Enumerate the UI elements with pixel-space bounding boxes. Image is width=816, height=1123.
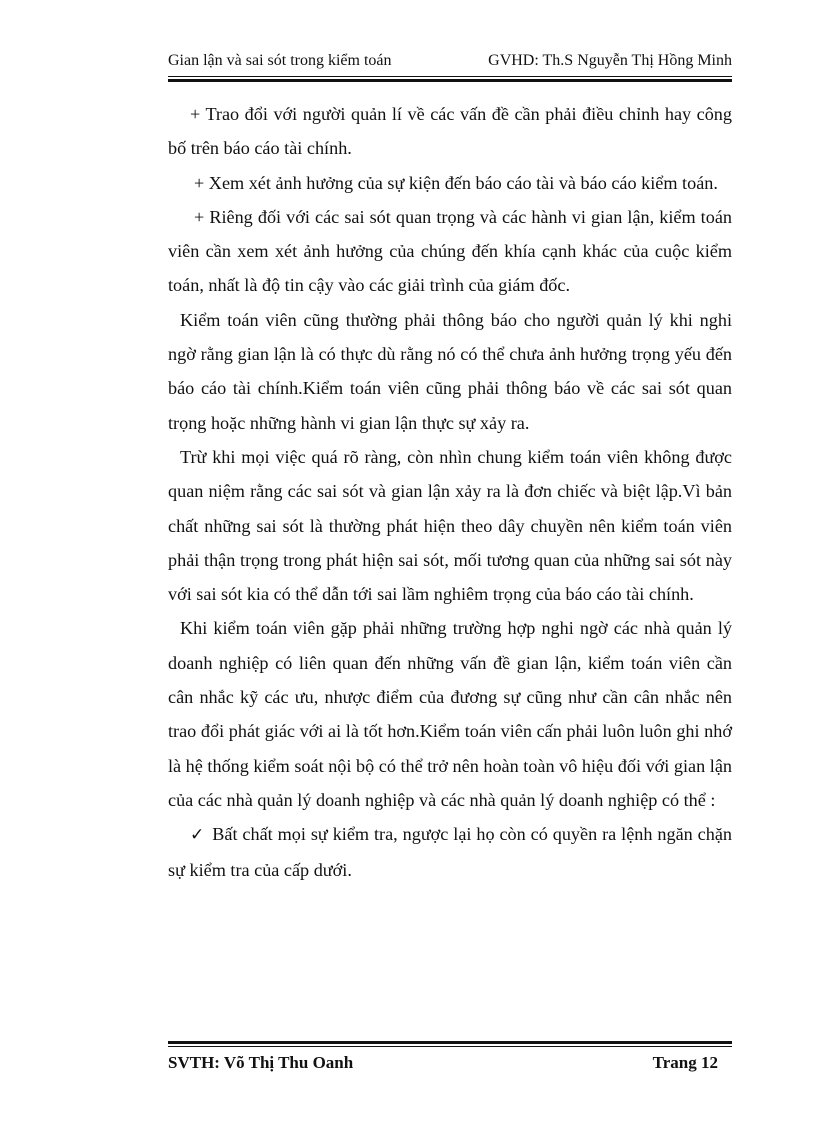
- checklist-item: [168, 817, 732, 887]
- paragraph: + Trao đổi với người quản lí về các vấn đề cần phải điều chỉnh hay công bố trên báo cáo tài chính.: [168, 104, 732, 159]
- document-body: [168, 97, 732, 887]
- footer-student: SVTH: Võ Thị Thu Oanh: [168, 1053, 354, 1072]
- header-title: Gian lận và sai sót trong kiểm toán: [168, 52, 392, 69]
- header-advisor: GVHD: Th.S Nguyễn Thị Hồng Minh: [488, 52, 732, 69]
- paragraph: + Riêng đối với các sai sót quan trọng và các hành vi gian lận, kiểm toán viên cần xem xét ảnh hưởng của chúng đến khía cạnh khác của cuộc kiểm toán, nhất là độ tin cậy vào các giải trình của giám đốc.: [168, 206, 732, 296]
- paragraph: + Xem xét ảnh hưởng của sự kiện đến báo cáo tài và báo cáo kiểm toán.: [194, 172, 718, 193]
- paragraph: Khi kiểm toán viên gặp phải những trường hợp nghi ngờ các nhà quản lý doanh nghiệp có liên quan đến những vấn đề gian lận, kiểm toán viên cần cân nhắc kỹ các ưu, nhược điểm của đương sự cũng như cần cân nhắc nên trao đổi phát giác với ai là tốt hơn.Kiểm toán viên cấn phải luôn luôn ghi nhớ là hệ thống kiểm soát nội bộ có thể trở nên hoàn toàn vô hiệu đối với gian lận của các nhà quản lý doanh nghiệp và các nhà quản lý doanh nghiệp có thể :: [168, 618, 732, 810]
- checklist-text: Bất chất mọi sự kiểm tra, ngược lại họ còn có quyền ra lệnh ngăn chặn sự kiểm tra của cấp dưới.: [168, 824, 732, 880]
- header-rule-thin: [168, 76, 732, 77]
- footer-rule-thin: [168, 1046, 732, 1047]
- check-mark-icon: ✓: [190, 825, 205, 846]
- footer-rule-thick: [168, 1041, 732, 1044]
- paragraph: Trừ khi mọi việc quá rõ ràng, còn nhìn chung kiểm toán viên không được quan niệm rằng các sai sót và gian lận xảy ra là đơn chiếc và biệt lập.Vì bản chất những sai sót là thường phát hiện theo dây chuyền nên kiểm toán viên phải thận trọng trong phát hiện sai sót, mối tương quan của những sai sót này với sai sót kia có thể dẫn tới sai lầm nghiêm trọng của báo cáo tài chính.: [168, 446, 732, 605]
- page-number: Trang 12: [652, 1053, 718, 1072]
- page-footer: [168, 1052, 718, 1074]
- header-rule-thick: [168, 79, 732, 82]
- paragraph: Kiểm toán viên cũng thường phải thông báo cho người quản lý khi nghi ngờ rằng gian lận là có thực dù rằng nó có thể chưa ảnh hưởng trọng yếu đến báo cáo tài chính.Kiểm toán viên cũng phải thông báo về các sai sót quan trọng hoặc những hành vi gian lận thực sự xảy ra.: [168, 309, 732, 433]
- page-header: [168, 50, 732, 72]
